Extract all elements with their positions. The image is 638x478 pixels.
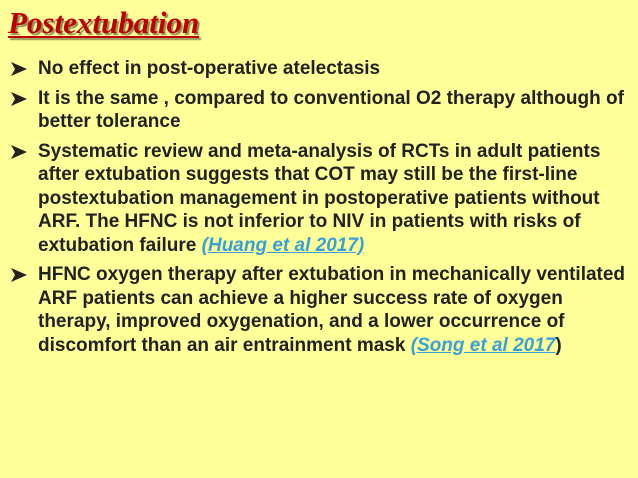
citation-link-huang[interactable]: (Huang et al 2017)	[201, 234, 365, 256]
citation-link-song[interactable]: (Song et al 2017	[410, 334, 556, 356]
arrow-bullet-icon	[10, 61, 28, 77]
bullet-list	[8, 57, 633, 363]
arrow-bullet-icon	[10, 144, 28, 160]
bullet-text-1: No effect in post-operative atelectasis	[38, 58, 381, 79]
bullet-item-1	[8, 57, 633, 81]
bullet-text-4: HFNC oxygen therapy after extubation in mechanically ventilated ARF patients can achieve a higher success rate of oxygen therapy, improved oxygenation, and a lower occurrence of discomfort than an air entrainment mask	[38, 264, 626, 356]
bullet-item-4	[8, 263, 633, 357]
bullet-item-2	[8, 87, 633, 134]
citation-closing-paren: )	[555, 334, 562, 356]
bullet-text-3: Systematic review and meta-analysis of RCTs in adult patients after extubation suggests that COT may still be the first-line postextubation management in postoperative patients without ARF. The HFNC is not inferior to NIV in patients with risks of extubation failure	[38, 140, 601, 256]
arrow-bullet-icon	[10, 267, 28, 283]
bullet-text-2: It is the same , compared to conventional O2 therapy although of better tolerance	[38, 87, 624, 132]
bullet-item-3	[8, 140, 633, 258]
arrow-bullet-icon	[10, 91, 28, 107]
slide-title: Postextubation	[8, 5, 200, 40]
